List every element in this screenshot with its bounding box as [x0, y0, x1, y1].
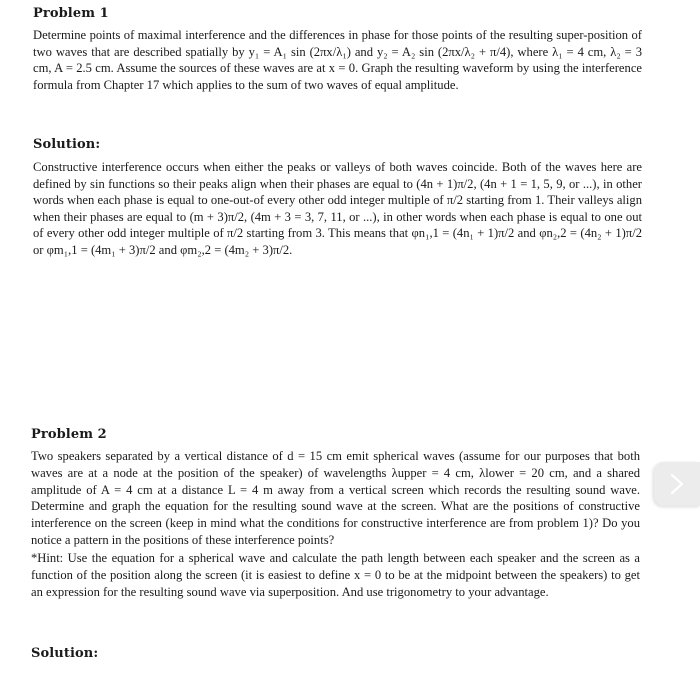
- problem-2-title: Problem 2: [31, 427, 107, 442]
- problem-2-statement: Two speakers separated by a vertical distance of d = 15 cm emit spherical waves (assume for our purposes that both waves are at a node at the position of the speaker) of wavelengths λupper = 4 cm, λlower = 20 cm, and a shared amplitude of A = 4 cm at a distance L = 4 m away from a vertical screen which records the resulting sound wave. Determine and graph the equation for the resulting sound wave at the screen. What are the positions of constructive interference on the screen (keep in mind what the conditions for constructive interference are from problem 1)? Do you notice a pattern in the positions of these interference points?: [31, 449, 640, 547]
- problem-2-solution-title: Solution:: [31, 646, 99, 661]
- chevron-right-icon: [669, 473, 685, 495]
- problem-2-hint: *Hint: Use the equation for a spherical wave and calculate the path length between each speaker and the screen as a function of the position along the screen (it is easiest to define x = 0 to be at the midpoint between the speakers) to get an expression for the resulting sound wave via superposition. And use trigonometry to your advantage.: [31, 551, 640, 599]
- problem-1-statement: Determine points of maximal interference and the differences in phase for those points of the resulting super-position of two waves that are described spatially by y₁ = A₁ sin (2πx/λ₁) and y₂ = A₂ sin (2πx/λ₂ + π/4), where λ₁ = 4 cm, λ₂ = 3 cm, A = 2.5 cm. Assume the sources of these waves are at x = 0. Graph the resulting waveform by using the interference formula from Chapter 17 which applies to the sum of two waves of equal amplitude.: [33, 28, 642, 92]
- problem-1-solution-text: Constructive interference occurs when either the peaks or valleys of both waves coincide. Both of the waves here are defined by sin functions so their peaks align when their phases are equal to (4n + 1)π/2, (4n + 1 = 1, 5, 9, or ...), in other words when each phase is equal to one-out-of every other odd integer multiple of π/2 starting from 1. Their valleys align when their phases are equal to (m + 3)π/2, (4m + 3 = 3, 7, 11, or ...), in other words when each phase is equal to one out of every other odd integer multiple of π/2 starting from 3. This means that φn₁,1 = (4n₁ + 1)π/2 and φn₂,2 = (4n₂ + 1)π/2 or φm₁,1 = (4m₁ + 3)π/2 and φm₂,2 = (4m₂ + 3)π/2.: [33, 160, 642, 257]
- problem-1-title: Problem 1: [33, 6, 109, 21]
- problem-1-solution-title: Solution:: [33, 137, 101, 152]
- next-page-button[interactable]: [654, 462, 700, 506]
